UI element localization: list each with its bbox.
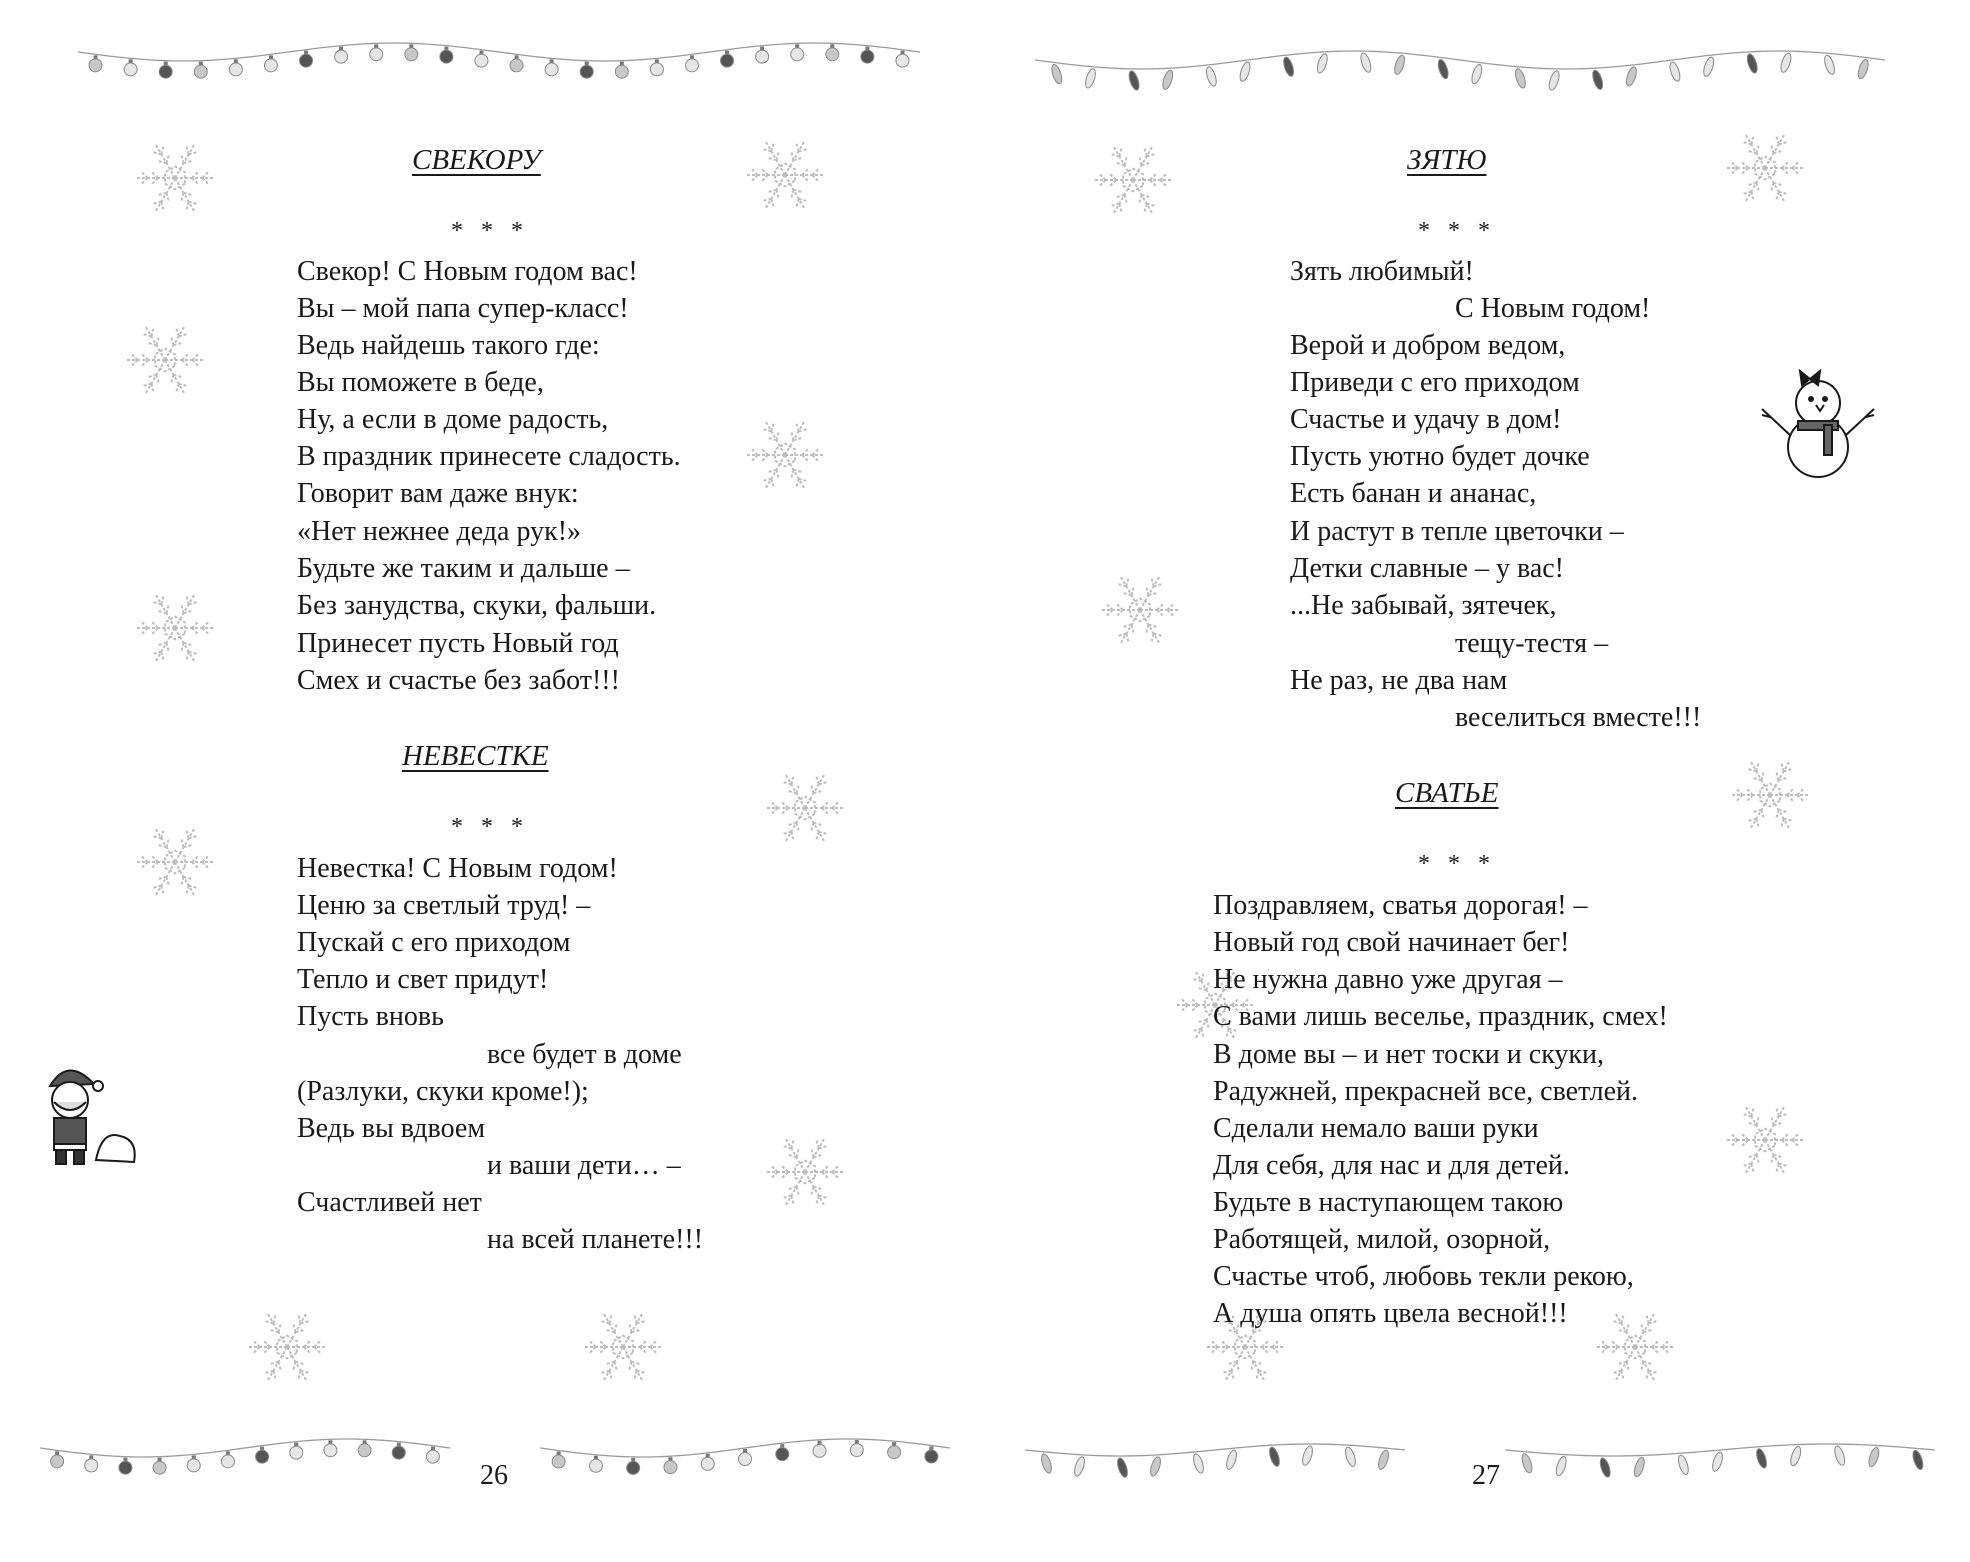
- poem-line: Ценю за светлый труд! –: [297, 890, 591, 921]
- poem-line: Новый год свой начинает бег!: [1213, 927, 1570, 958]
- snowflake-icon: [767, 775, 843, 841]
- poem-line: Вы поможете в беде,: [297, 367, 544, 398]
- poem-stars: * * *: [451, 218, 529, 244]
- poem-line: Не нужна давно уже другая –: [1213, 964, 1563, 995]
- poem-line: веселиться вместе!!!: [1455, 702, 1702, 733]
- garland-icon: [78, 43, 920, 78]
- poem-line: Для себя, для нас и для детей.: [1213, 1150, 1570, 1181]
- garland-icon: [1025, 1444, 1405, 1478]
- snowflake-icon: [1727, 1107, 1803, 1173]
- poem-line: Без занудства, скуки, фальши.: [297, 590, 657, 621]
- poem-line: Невестка! С Новым годом!: [297, 853, 618, 884]
- snowflake-icon: [767, 1139, 843, 1205]
- poem-line: Верой и добром ведом,: [1290, 330, 1566, 361]
- garland-icon: [1035, 51, 1885, 91]
- snowflake-icon: [137, 829, 213, 895]
- poem-line: А душа опять цвела весной!!!: [1213, 1298, 1568, 1329]
- poem-line: на всей планете!!!: [487, 1224, 704, 1255]
- snowflake-icon: [1727, 135, 1803, 201]
- snowman-icon: [1762, 371, 1874, 477]
- garland-icon: [40, 1439, 450, 1474]
- poem-line: Ну, а если в доме радость,: [297, 404, 609, 435]
- poem-line: все будет в доме: [487, 1039, 682, 1070]
- poem-line: Будьте в наступающем такою: [1213, 1187, 1564, 1218]
- poem-stars: * * *: [451, 814, 529, 840]
- snowflake-icon: [1095, 147, 1171, 213]
- poem-line: Зять любимый!: [1290, 256, 1474, 287]
- snowflake-icon: [585, 1314, 661, 1380]
- poem-line: Счастье и удачу в дом!: [1290, 404, 1562, 435]
- page-number: 26: [480, 1460, 508, 1491]
- poem-line: Работящей, милой, озорной,: [1213, 1224, 1551, 1255]
- garland-icon: [540, 1439, 950, 1474]
- santa-icon: [50, 1070, 135, 1164]
- poem-line: Пусть вновь: [297, 1001, 444, 1032]
- poem-line: тещу-тестя –: [1455, 628, 1609, 659]
- poem-line: Есть банан и ананас,: [1290, 478, 1537, 509]
- poem-title-svatye: СВАТЬЕ: [1395, 777, 1499, 809]
- poem-line: В праздник принесете сладость.: [297, 441, 681, 472]
- snowflake-icon: [127, 327, 203, 393]
- poem-line: Счастье чтоб, любовь текли рекою,: [1213, 1261, 1634, 1292]
- poem-line: Тепло и свет придут!: [297, 964, 549, 995]
- poem-line: Ведь найдешь такого где:: [297, 330, 600, 361]
- poem-title-nevestke: НЕВЕСТКЕ: [402, 740, 549, 772]
- poem-line: Сделали немало ваши руки: [1213, 1113, 1539, 1144]
- poem-line: (Разлуки, скуки кроме!);: [297, 1076, 589, 1107]
- poem-line: Пусть уютно будет дочке: [1290, 441, 1590, 472]
- poem-line: И растут в тепле цветочки –: [1290, 516, 1624, 547]
- poem-line: Смех и счастье без забот!!!: [297, 665, 620, 696]
- page-number: 27: [1472, 1460, 1500, 1491]
- poem-line: Вы – мой папа супер-класс!: [297, 293, 629, 324]
- poem-line: В доме вы – и нет тоски и скуки,: [1213, 1039, 1604, 1070]
- snowflake-icon: [1732, 762, 1808, 828]
- poem-line: Будьте же таким и дальше –: [297, 553, 630, 584]
- poem-line: и ваши дети… –: [487, 1150, 681, 1181]
- poem-line: Поздравляем, сватья дорогая! –: [1213, 890, 1588, 921]
- snowflake-icon: [137, 595, 213, 661]
- poem-line: Принесет пусть Новый год: [297, 628, 619, 659]
- poem-line: «Нет нежнее деда рук!»: [297, 516, 582, 547]
- poem-line: Ведь вы вдвоем: [297, 1113, 486, 1144]
- snowflake-icon: [249, 1314, 325, 1380]
- poem-line: Говорит вам даже внук:: [297, 478, 579, 509]
- right-page: [985, 0, 1970, 1562]
- poem-title-zyatyu: ЗЯТЮ: [1407, 144, 1487, 176]
- snowflake-icon: [747, 422, 823, 488]
- poem-line: Пускай с его приходом: [297, 927, 571, 958]
- snowflake-icon: [747, 142, 823, 208]
- poem-line: С вами лишь веселье, праздник, смех!: [1213, 1001, 1668, 1032]
- snowflake-icon: [137, 145, 213, 211]
- poem-line: Приведи с его приходом: [1290, 367, 1580, 398]
- poem-line: Детки славные – у вас!: [1290, 553, 1564, 584]
- poem-line: Счастливей нет: [297, 1187, 482, 1218]
- snowflake-icon: [1102, 577, 1178, 643]
- garland-icon: [1505, 1444, 1935, 1478]
- snowflake-icon: [1597, 1314, 1673, 1380]
- poem-line: Свекор! С Новым годом вас!: [297, 256, 638, 287]
- poem-line: С Новым годом!: [1455, 293, 1651, 324]
- poem-line: Радужней, прекрасней все, светлей.: [1213, 1076, 1638, 1107]
- poem-stars: * * *: [1418, 851, 1496, 877]
- poem-line: ...Не забывай, зятечек,: [1290, 590, 1557, 621]
- poem-title-svekoru: СВЕКОРУ: [412, 144, 541, 176]
- poem-line: Не раз, не два нам: [1290, 665, 1508, 696]
- poem-stars: * * *: [1418, 218, 1496, 244]
